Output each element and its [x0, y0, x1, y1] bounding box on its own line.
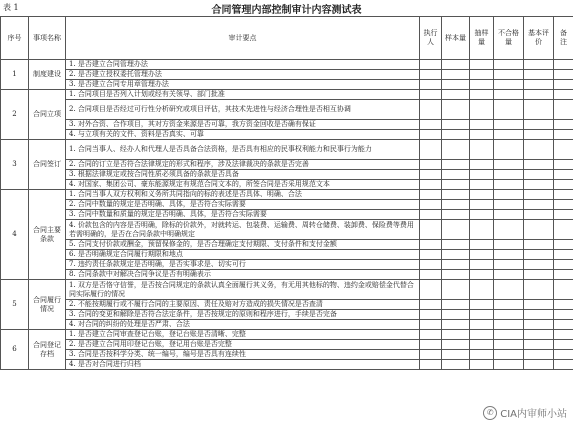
section-name: 合同主要条款: [29, 190, 66, 280]
blank-cell[interactable]: [420, 300, 442, 310]
blank-cell[interactable]: [470, 240, 494, 250]
blank-cell[interactable]: [494, 140, 524, 160]
blank-cell[interactable]: [524, 160, 554, 170]
blank-cell[interactable]: [470, 310, 494, 320]
blank-cell[interactable]: [524, 240, 554, 250]
blank-cell[interactable]: [420, 130, 442, 140]
blank-cell[interactable]: [470, 60, 494, 70]
blank-cell[interactable]: [524, 130, 554, 140]
table-row: [1, 280, 573, 300]
table-row: [1, 90, 573, 100]
blank-cell[interactable]: [554, 80, 573, 90]
table-row: [1, 250, 573, 260]
blank-cell[interactable]: [442, 210, 470, 220]
blank-cell[interactable]: [420, 80, 442, 90]
blank-cell[interactable]: [554, 340, 573, 350]
blank-cell[interactable]: [554, 330, 573, 340]
blank-cell[interactable]: [554, 210, 573, 220]
blank-cell[interactable]: [420, 350, 442, 360]
col-executed: 执行人: [420, 17, 442, 60]
table-row: [1, 80, 573, 90]
blank-cell[interactable]: [494, 260, 524, 270]
section-name: 合同立项: [29, 90, 66, 140]
blank-cell[interactable]: [494, 280, 524, 300]
blank-cell[interactable]: [494, 360, 524, 370]
blank-cell[interactable]: [442, 130, 470, 140]
blank-cell[interactable]: [420, 100, 442, 120]
blank-cell[interactable]: [524, 60, 554, 70]
table-body: [1, 60, 573, 370]
blank-cell[interactable]: [524, 270, 554, 280]
blank-cell[interactable]: [554, 200, 573, 210]
blank-cell[interactable]: [554, 250, 573, 260]
blank-cell[interactable]: [524, 300, 554, 310]
section-number: 6: [1, 330, 29, 370]
blank-cell[interactable]: [524, 180, 554, 190]
blank-cell[interactable]: [554, 320, 573, 330]
blank-cell[interactable]: [524, 320, 554, 330]
audit-point: 3. 合同中数量和质量的规定是否明确、具体，是否符合实际需要: [66, 210, 420, 220]
blank-cell[interactable]: [524, 260, 554, 270]
blank-cell[interactable]: [524, 220, 554, 240]
blank-cell[interactable]: [554, 280, 573, 300]
blank-cell[interactable]: [554, 240, 573, 250]
table-row: [1, 360, 573, 370]
blank-cell[interactable]: [470, 280, 494, 300]
watermark: [483, 405, 567, 420]
section-number: 5: [1, 280, 29, 330]
page-title: 合同管理内部控制审计内容测试表: [211, 5, 362, 16]
blank-cell[interactable]: [470, 160, 494, 170]
blank-cell[interactable]: [470, 350, 494, 360]
table-row: [1, 170, 573, 180]
audit-point: 4. 与立项有关的文件、资料是否真实、可靠: [66, 130, 420, 140]
blank-cell[interactable]: [420, 60, 442, 70]
table-label: 表 1: [3, 3, 19, 12]
blank-cell[interactable]: [494, 90, 524, 100]
blank-cell[interactable]: [420, 180, 442, 190]
blank-cell[interactable]: [420, 160, 442, 170]
table-row: [1, 350, 573, 360]
audit-point: 2. 是否建立授权委托管理办法: [66, 70, 420, 80]
audit-point: 1. 是否建立合同管理办法: [66, 60, 420, 70]
blank-cell[interactable]: [470, 360, 494, 370]
blank-cell[interactable]: [494, 200, 524, 210]
blank-cell[interactable]: [442, 350, 470, 360]
blank-cell[interactable]: [420, 360, 442, 370]
blank-cell[interactable]: [420, 170, 442, 180]
table-row: [1, 70, 573, 80]
section-name: 合同登记存档: [29, 330, 66, 370]
audit-point: 1. 合同当事人双方权利和义务所共同指向的标的表述是否具体、明确、合法: [66, 190, 420, 200]
blank-cell[interactable]: [494, 220, 524, 240]
blank-cell[interactable]: [524, 250, 554, 260]
table-row: [1, 270, 573, 280]
blank-cell[interactable]: [442, 330, 470, 340]
audit-point: 5. 合同支付价款或酬金，预留保修金的，是否合理确定支付期限、支付条件和支付金额: [66, 240, 420, 250]
blank-cell[interactable]: [494, 310, 524, 320]
blank-cell[interactable]: [494, 330, 524, 340]
blank-cell[interactable]: [494, 300, 524, 310]
blank-cell[interactable]: [524, 200, 554, 210]
blank-cell[interactable]: [470, 300, 494, 310]
blank-cell[interactable]: [420, 310, 442, 320]
table-row: [1, 240, 573, 250]
blank-cell[interactable]: [470, 120, 494, 130]
blank-cell[interactable]: [470, 90, 494, 100]
blank-cell[interactable]: [442, 220, 470, 240]
audit-point: 1. 双方是否恪守信誉，是否按合同规定的条款认真全面履行其义务，有无用其他标的物、违约金或赔偿金代替合同实际履行的情况: [66, 280, 420, 300]
blank-cell[interactable]: [554, 350, 573, 360]
blank-cell[interactable]: [494, 210, 524, 220]
blank-cell[interactable]: [442, 340, 470, 350]
section-name: 制度建设: [29, 60, 66, 90]
blank-cell[interactable]: [554, 60, 573, 70]
blank-cell[interactable]: [442, 280, 470, 300]
section-name: 合同履行情况: [29, 280, 66, 330]
blank-cell[interactable]: [494, 60, 524, 70]
blank-cell[interactable]: [442, 250, 470, 260]
blank-cell[interactable]: [494, 130, 524, 140]
blank-cell[interactable]: [554, 100, 573, 120]
col-item: 事项名称: [29, 17, 66, 60]
blank-cell[interactable]: [494, 340, 524, 350]
blank-cell[interactable]: [470, 330, 494, 340]
audit-point: 3. 根据法律规定或按合同性质必须具备的条款是否具备: [66, 170, 420, 180]
blank-cell[interactable]: [442, 180, 470, 190]
col-points: 审计要点: [66, 17, 420, 60]
audit-point: 1. 是否建立合同审查登记台账，登记台账是否清晰、完整: [66, 330, 420, 340]
blank-cell[interactable]: [470, 200, 494, 210]
blank-cell[interactable]: [494, 160, 524, 170]
wechat-icon: ✆: [483, 406, 497, 420]
blank-cell[interactable]: [524, 350, 554, 360]
table-row: [1, 330, 573, 340]
blank-cell[interactable]: [442, 320, 470, 330]
blank-cell[interactable]: [470, 80, 494, 90]
table-header-row: [1, 17, 573, 60]
audit-point: 2. 是否建立合同用印登记台账，登记用台账是否完整: [66, 340, 420, 350]
audit-point: 2. 合同中数量的规定是否明确、具体，是否符合实际需要: [66, 200, 420, 210]
blank-cell[interactable]: [420, 200, 442, 210]
blank-cell[interactable]: [470, 270, 494, 280]
blank-cell[interactable]: [420, 260, 442, 270]
section-name: 合同签订: [29, 140, 66, 190]
blank-cell[interactable]: [442, 70, 470, 80]
blank-cell[interactable]: [494, 120, 524, 130]
blank-cell[interactable]: [470, 210, 494, 220]
col-sample: 样本量: [442, 17, 470, 60]
col-seq: 序号: [1, 17, 29, 60]
table-row: [1, 60, 573, 70]
audit-point: 4. 价款包含的内容是否明确，除标的价款外，对就转运、包装费、运输费、周转仓储费、装卸费、保险费等费用若需明确的，是否在合同条款中明确规定: [66, 220, 420, 240]
section-number: 2: [1, 90, 29, 140]
table-row: [1, 220, 573, 240]
blank-cell[interactable]: [524, 80, 554, 90]
blank-cell[interactable]: [442, 190, 470, 200]
blank-cell[interactable]: [554, 270, 573, 280]
blank-cell[interactable]: [554, 130, 573, 140]
blank-cell[interactable]: [420, 240, 442, 250]
table-row: [1, 190, 573, 200]
blank-cell[interactable]: [420, 120, 442, 130]
blank-cell[interactable]: [494, 190, 524, 200]
table-row: [1, 200, 573, 210]
blank-cell[interactable]: [554, 160, 573, 170]
audit-point: 3. 合同是否按科学分类、统一编号，编号是否具有连续性: [66, 350, 420, 360]
blank-cell[interactable]: [470, 70, 494, 80]
blank-cell[interactable]: [420, 140, 442, 160]
table-row: [1, 160, 573, 170]
blank-cell[interactable]: [554, 70, 573, 80]
audit-test-table: [0, 16, 573, 370]
blank-cell[interactable]: [494, 100, 524, 120]
blank-cell[interactable]: [420, 220, 442, 240]
blank-cell[interactable]: [554, 120, 573, 130]
audit-point: 1. 合同当事人、经办人和代理人是否具备合法资格，是否具有相应的民事权利能力和民事行为能力: [66, 140, 420, 160]
audit-point: 3. 合同的变更和解除是否符合法定条件，是否按规定的原则和程序进行，手续是否完备: [66, 310, 420, 320]
blank-cell[interactable]: [420, 210, 442, 220]
blank-cell[interactable]: [554, 360, 573, 370]
audit-point: 2. 不能按期履行或不履行合同的主要原因、责任及赔对方造成的损失情况是否查清: [66, 300, 420, 310]
blank-cell[interactable]: [524, 100, 554, 120]
blank-cell[interactable]: [420, 270, 442, 280]
blank-cell[interactable]: [524, 210, 554, 220]
blank-cell[interactable]: [420, 250, 442, 260]
audit-point: 7. 违约责任条款规定是否明确，是否实事求是、切实可行: [66, 260, 420, 270]
blank-cell[interactable]: [420, 330, 442, 340]
blank-cell[interactable]: [494, 180, 524, 190]
blank-cell[interactable]: [442, 170, 470, 180]
table-row: [1, 180, 573, 190]
blank-cell[interactable]: [554, 170, 573, 180]
col-evaluation: 基本评价: [524, 17, 554, 60]
blank-cell[interactable]: [524, 330, 554, 340]
blank-cell[interactable]: [524, 70, 554, 80]
blank-cell[interactable]: [494, 170, 524, 180]
col-noncompliant: 不合格量: [494, 17, 524, 60]
blank-cell[interactable]: [494, 80, 524, 90]
blank-cell[interactable]: [494, 70, 524, 80]
table-row: [1, 300, 573, 310]
blank-cell[interactable]: [420, 90, 442, 100]
blank-cell[interactable]: [442, 270, 470, 280]
section-number: 3: [1, 140, 29, 190]
blank-cell[interactable]: [442, 120, 470, 130]
blank-cell[interactable]: [442, 140, 470, 160]
blank-cell[interactable]: [442, 60, 470, 70]
blank-cell[interactable]: [494, 270, 524, 280]
blank-cell[interactable]: [470, 130, 494, 140]
table-row: [1, 340, 573, 350]
blank-cell[interactable]: [420, 320, 442, 330]
blank-cell[interactable]: [554, 310, 573, 320]
blank-cell[interactable]: [524, 310, 554, 320]
table-header-bar: [0, 0, 573, 16]
blank-cell[interactable]: [442, 80, 470, 90]
table-row: [1, 140, 573, 160]
table-row: [1, 120, 573, 130]
audit-point: 6. 是否明确规定合同履行期限和地点: [66, 250, 420, 260]
blank-cell[interactable]: [524, 190, 554, 200]
blank-cell[interactable]: [494, 250, 524, 260]
col-remark: 备注: [554, 17, 573, 60]
blank-cell[interactable]: [470, 320, 494, 330]
table-row: [1, 260, 573, 270]
audit-point: 1. 合同项目是否列入计划或经有关领导、部门批准: [66, 90, 420, 100]
col-sampled: 抽样量: [470, 17, 494, 60]
blank-cell[interactable]: [494, 320, 524, 330]
blank-cell[interactable]: [442, 100, 470, 120]
blank-cell[interactable]: [470, 340, 494, 350]
blank-cell[interactable]: [524, 140, 554, 160]
blank-cell[interactable]: [524, 90, 554, 100]
blank-cell[interactable]: [442, 310, 470, 320]
audit-point: 4. 对国家、集团公司、豪东能源规定有规范合同文本的，所签合同是否采用规范文本: [66, 180, 420, 190]
audit-point: 2. 合同的订立是否符合法律规定的形式和程序，涉及法律裁决的条款是否完善: [66, 160, 420, 170]
audit-point: 3. 对外合资、合作项目，其对方资金来源是否可靠，我方资金回收是否确有保证: [66, 120, 420, 130]
section-number: 1: [1, 60, 29, 90]
blank-cell[interactable]: [470, 180, 494, 190]
section-number: 4: [1, 190, 29, 280]
blank-cell[interactable]: [442, 200, 470, 210]
blank-cell[interactable]: [470, 190, 494, 200]
blank-cell[interactable]: [524, 340, 554, 350]
blank-cell[interactable]: [442, 240, 470, 250]
blank-cell[interactable]: [420, 340, 442, 350]
blank-cell[interactable]: [494, 240, 524, 250]
blank-cell[interactable]: [524, 360, 554, 370]
blank-cell[interactable]: [420, 280, 442, 300]
blank-cell[interactable]: [470, 100, 494, 120]
blank-cell[interactable]: [470, 250, 494, 260]
blank-cell[interactable]: [554, 220, 573, 240]
blank-cell[interactable]: [442, 90, 470, 100]
audit-point: 4. 是否对合同进行归档: [66, 360, 420, 370]
blank-cell[interactable]: [442, 360, 470, 370]
audit-point: 2. 合同项目是否经过可行性分析研究或项目评估，其技术先进性与经济合理性是否相互协调: [66, 100, 420, 120]
blank-cell[interactable]: [554, 300, 573, 310]
blank-cell[interactable]: [420, 70, 442, 80]
audit-point: 8. 合同条款中对解决合同争议是否有明确表示: [66, 270, 420, 280]
blank-cell[interactable]: [442, 160, 470, 170]
blank-cell[interactable]: [524, 170, 554, 180]
table-row: [1, 130, 573, 140]
table-row: [1, 100, 573, 120]
table-row: [1, 320, 573, 330]
blank-cell[interactable]: [554, 90, 573, 100]
blank-cell[interactable]: [554, 260, 573, 270]
blank-cell[interactable]: [524, 280, 554, 300]
watermark-text: CIA内审师小站: [500, 409, 567, 420]
blank-cell[interactable]: [470, 220, 494, 240]
blank-cell[interactable]: [554, 180, 573, 190]
blank-cell[interactable]: [554, 140, 573, 160]
blank-cell[interactable]: [554, 190, 573, 200]
blank-cell[interactable]: [442, 260, 470, 270]
table-row: [1, 210, 573, 220]
blank-cell[interactable]: [470, 140, 494, 160]
blank-cell[interactable]: [420, 190, 442, 200]
blank-cell[interactable]: [470, 260, 494, 270]
audit-point: 3. 是否建立合同专用章管理办法: [66, 80, 420, 90]
audit-point: 4. 对合同的纠纷的处理是否严肃、合法: [66, 320, 420, 330]
blank-cell[interactable]: [442, 300, 470, 310]
table-row: [1, 310, 573, 320]
blank-cell[interactable]: [524, 120, 554, 130]
blank-cell[interactable]: [470, 170, 494, 180]
blank-cell[interactable]: [494, 350, 524, 360]
